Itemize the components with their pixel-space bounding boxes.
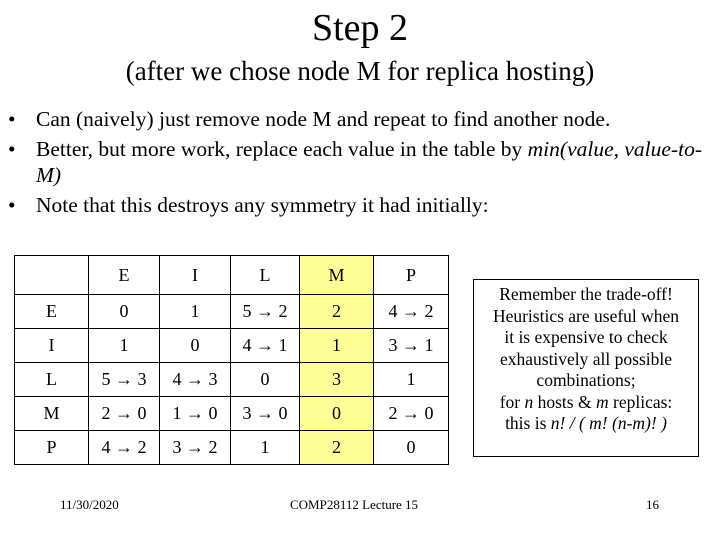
table-cell: 4 → 1 [231,329,300,363]
table-row [15,431,449,465]
table-row [15,329,449,363]
row-label: I [15,329,89,363]
row-label: M [15,397,89,431]
note-line [476,392,696,414]
table-row [15,363,449,397]
table-cell: 5 → 3 [89,363,160,397]
bullet-dot-icon: • [8,107,16,131]
bullet-emphasis: min(value, value-to-M) [36,137,702,187]
note-line [476,413,696,435]
table-cell: 1 → 0 [160,397,231,431]
table-cell: 2 [300,431,374,465]
table-header-cell: P [374,256,449,295]
tradeoff-note-box [473,279,699,457]
table-cell: 4 → 2 [374,295,449,329]
note-line: Heuristics are useful when [492,305,680,326]
note-line: combinations; [536,370,636,390]
note-text: replicas: [608,391,673,412]
table-cell: 3 → 1 [374,329,449,363]
note-text: hosts & [533,391,596,412]
table-cell: 1 [160,295,231,329]
bullet-text: Can (naively) just remove node M and repeat to find another node. [36,107,611,131]
table-row [15,397,449,431]
table-cell: 1 [231,431,300,465]
note-line: it is expensive to check [504,327,668,347]
slide-title: Step 2 [311,7,409,49]
table-cell: 0 [374,431,449,465]
row-label: L [15,363,89,397]
note-var-m: m [595,391,609,412]
table-cell: 0 [89,295,160,329]
table-cell: 1 [300,329,374,363]
table-header-cell: I [160,256,231,295]
bullet-item [8,136,708,188]
table-cell: 0 [231,363,300,397]
table-cell: 2 [300,295,374,329]
note-formula: n! / ( m! (n-m)! ) [550,413,667,433]
note-line: Remember the trade-off! [499,284,673,304]
table-cell: 5 → 2 [231,295,300,329]
table-cell: 4 → 3 [160,363,231,397]
table-cell: 3 → 2 [160,431,231,465]
table-cell: 3 [300,363,374,397]
note-var-n: n [524,391,534,412]
table-header-cell [15,256,89,295]
distance-table [14,255,449,465]
row-label: E [15,295,89,329]
table-header-cell: M [300,256,374,295]
bullet-text: Note that this destroys any symmetry it had initially: [36,193,489,217]
bullet-item [8,192,708,218]
footer-page-number: 16 [646,497,659,512]
table-cell: 2 → 0 [374,397,449,431]
bullet-item [8,106,708,132]
bullet-list [8,106,708,222]
table-cell: 3 → 0 [231,397,300,431]
table-cell: 4 → 2 [89,431,160,465]
table-cell: 2 → 0 [89,397,160,431]
table-cell: 0 [160,329,231,363]
footer-date: 11/30/2020 [60,497,119,512]
footer-course: COMP28112 Lecture 15 [290,497,419,512]
table-header-row [15,256,449,295]
table-header-cell: E [89,256,160,295]
slide-subtitle: (after we chose node M for replica hosting) [125,56,595,86]
note-text: this is [505,413,551,433]
table-header-cell: L [231,256,300,295]
table-row [15,295,449,329]
table-cell: 0 [300,397,374,431]
table-cell: 1 [374,363,449,397]
bullet-dot-icon: • [8,137,16,161]
table-cell: 1 [89,329,160,363]
row-label: P [15,431,89,465]
bullet-dot-icon: • [8,193,16,217]
note-line: exhaustively all possible [499,348,673,369]
bullet-text: Better, but more work, replace each value in the table by [36,137,528,161]
note-text: for [499,391,525,412]
